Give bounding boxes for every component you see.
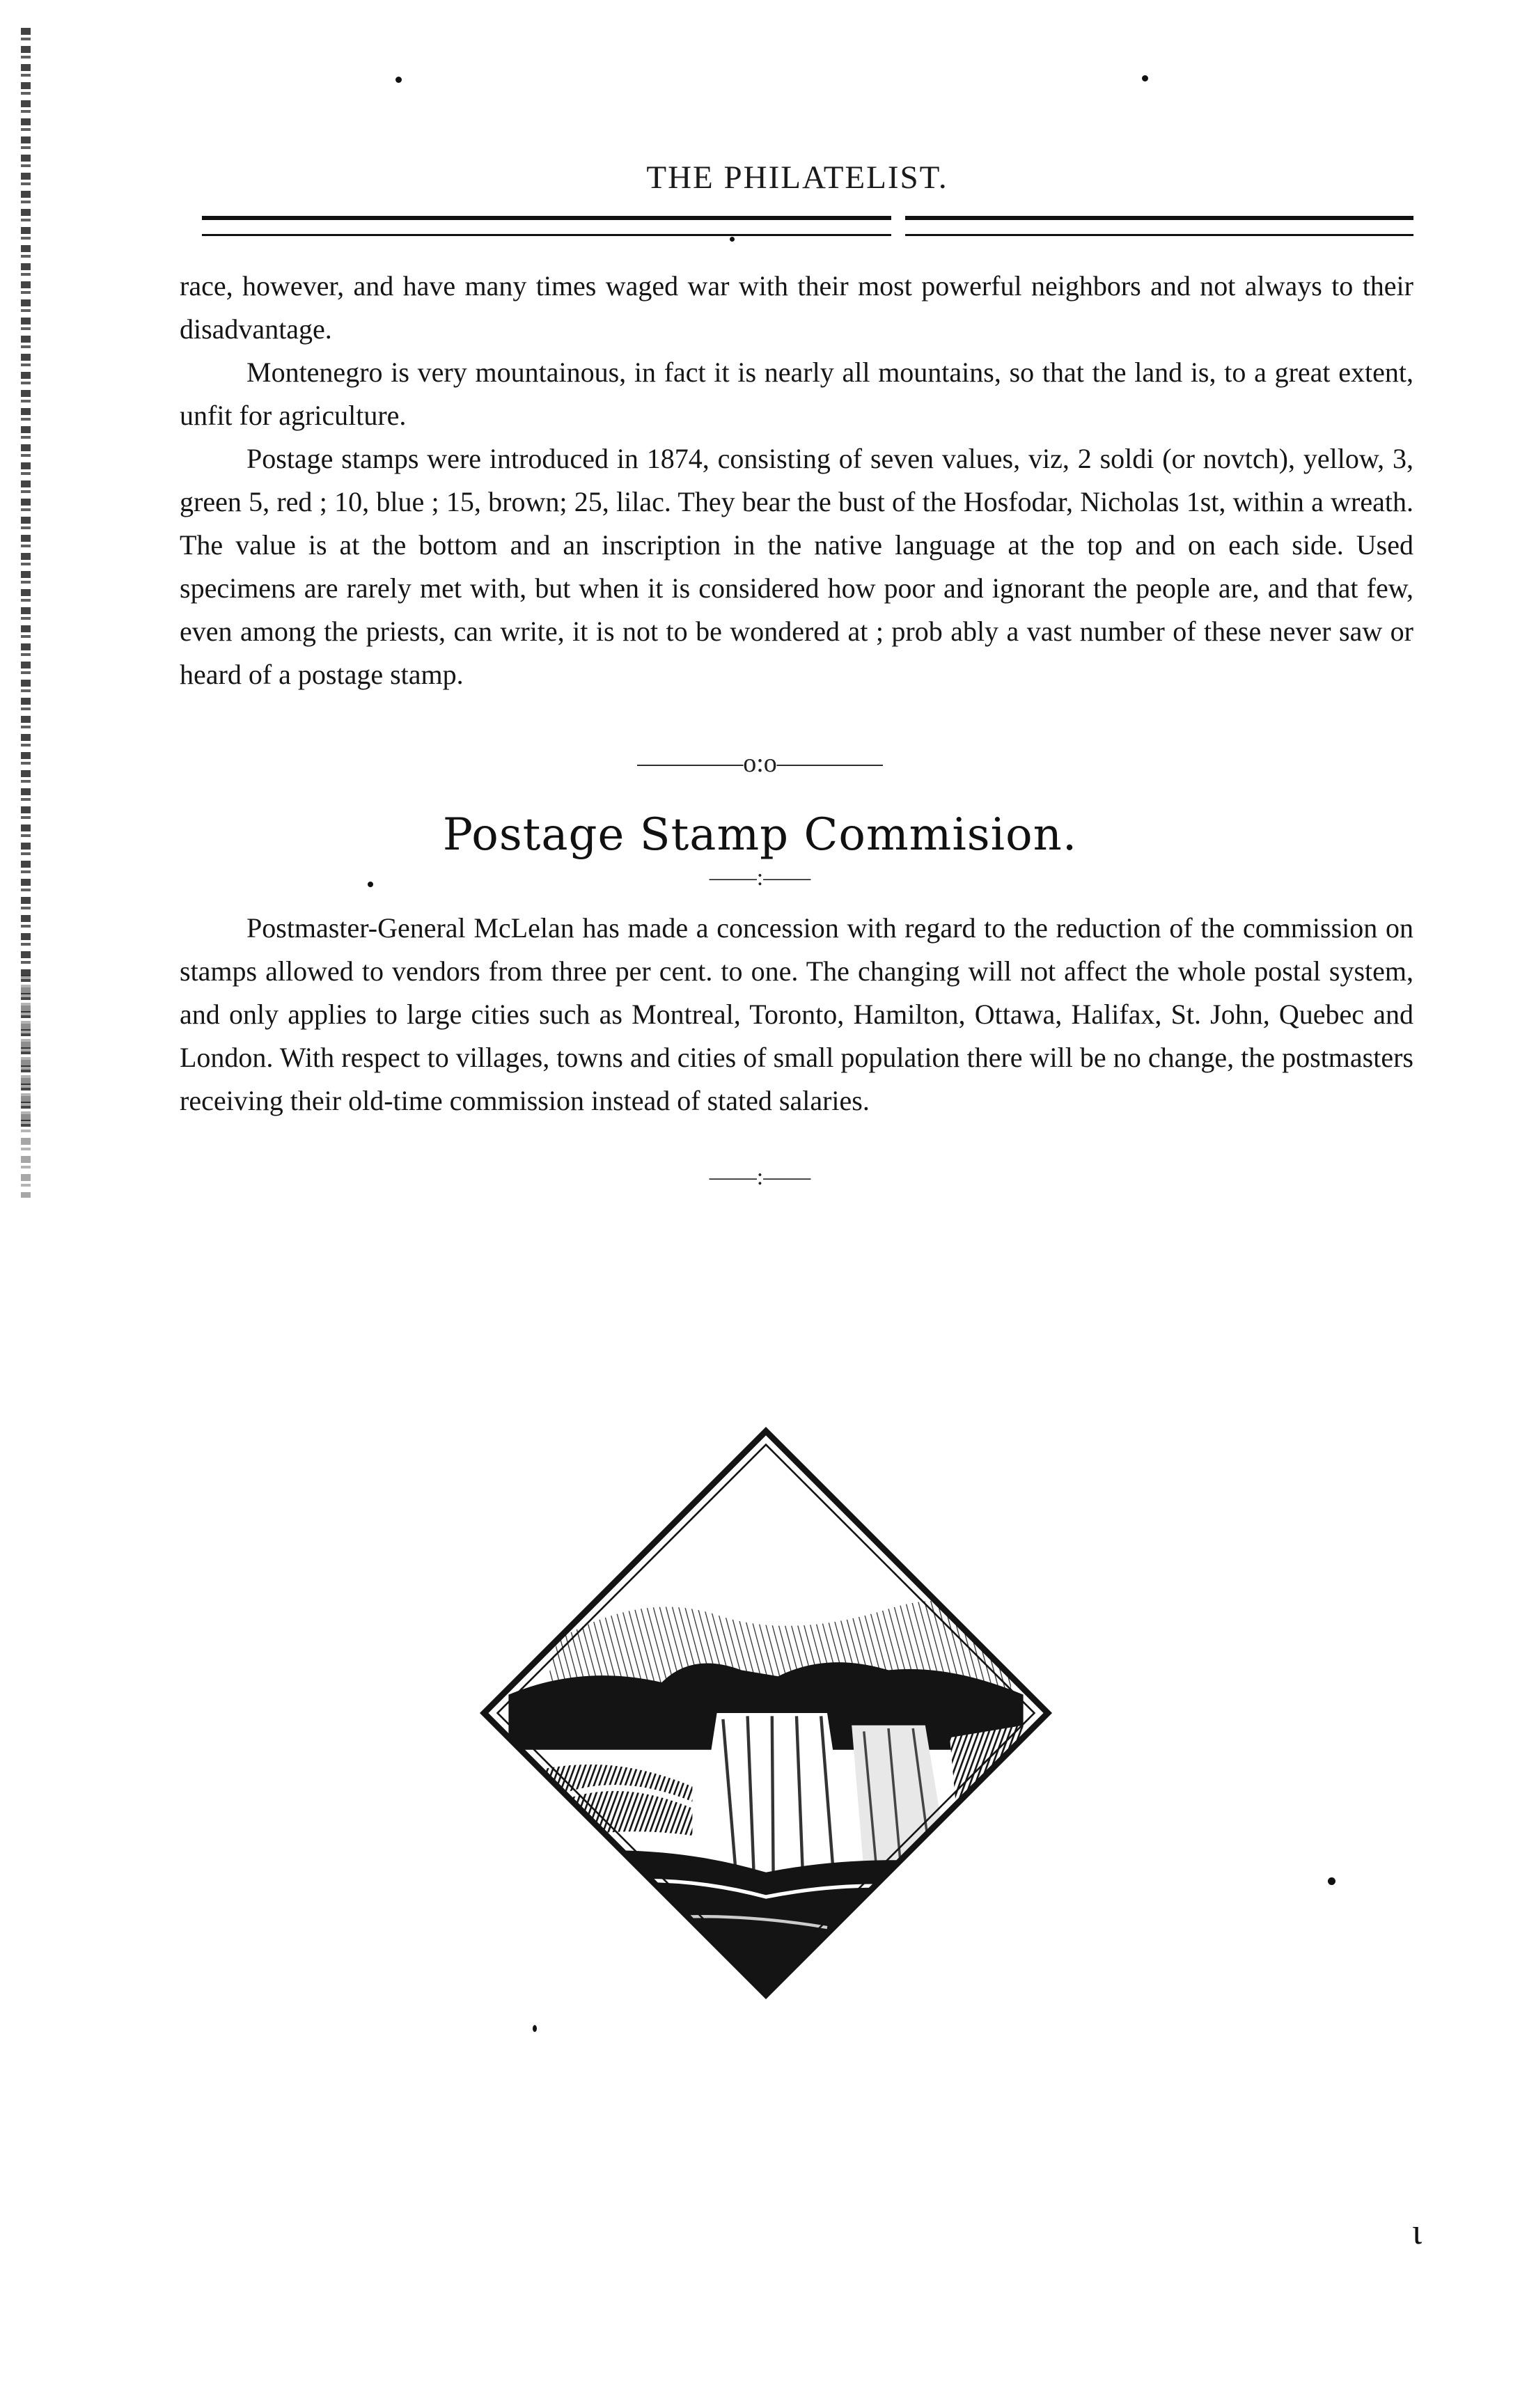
scan-speck <box>1142 75 1148 81</box>
waterfall-engraving <box>460 1407 1072 2019</box>
article-title: Postage Stamp Commision. <box>442 809 1078 861</box>
scan-speck <box>730 237 735 242</box>
header-rule-right <box>905 216 1413 236</box>
page-corner-mark: ι <box>1412 2212 1422 2252</box>
binding-edge-scan-artifact <box>21 28 31 1128</box>
title-rule: ——:—— <box>709 865 811 891</box>
scan-speck <box>533 2025 537 2032</box>
scan-speck <box>1328 1877 1335 1885</box>
running-head: THE PHILATELIST. <box>646 159 948 196</box>
paragraph-montenegro-geography: Montenegro is very mountainous, in fact it is nearly all mountains, so that the land is, to a great extent, unfit for agriculture. <box>180 357 1413 431</box>
end-rule: ——:—— <box>709 1164 811 1190</box>
paragraph-montenegro-stamps: Postage stamps were introduced in 1874, consisting of seven values, viz, 2 soldi (or novtch), yellow, 3, green 5, red ; 10, blue ; 15, brown; 25, lilac. They bear the bust of the Hosfodar, Nicholas 1st, within a wreath. The value is at the bottom and an inscription in the native language at the top and on each side. Used specimens are rarely met with, but when it is considered how poor and ignorant the people are, and that few, even among the priests, can write, it is not to be wondered at ; prob ably a vast number of these never saw or heard of a postage stamp. <box>180 443 1413 690</box>
header-rule-left <box>202 216 891 236</box>
scan-speck <box>395 77 402 83</box>
paragraph-stamp-commission: Postmaster-General McLelan has made a concession with regard to the reduction of the commission on stamps allowed to vendors from three per cent. to one. The changing will not affect the whole postal system, and only applies to large cities such as Montreal, Toronto, Hamilton, Ottawa, Halifax, St. John, Quebec and London. With respect to villages, towns and cities of small population there will be no change, the postmasters receiving their old-time commission instead of stated salaries. <box>180 912 1413 1116</box>
section-divider: ————o:o———— <box>637 749 883 778</box>
paragraph-montenegro-history: race, however, and have many times waged war with their most powerful neighbors and not always to their disadvantage. <box>180 270 1413 345</box>
